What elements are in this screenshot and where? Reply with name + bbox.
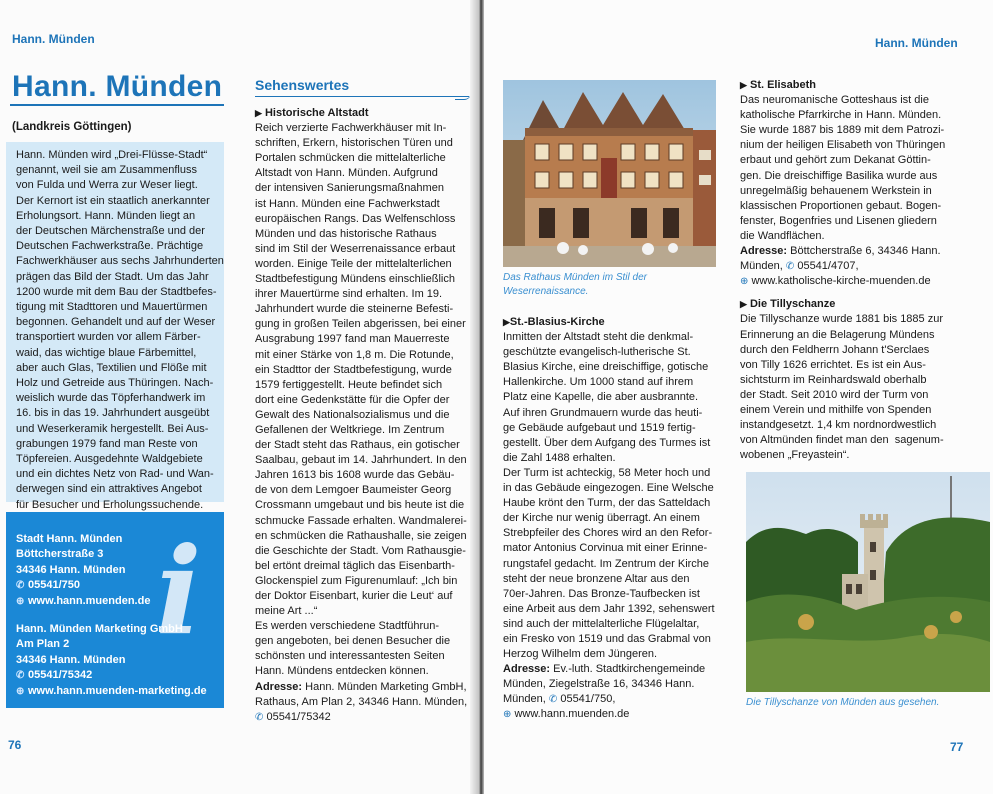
intro-line: waid, das wichtige blaue Färbemittel, [16, 346, 197, 359]
text-line: dort eine Gedenkstätte für die Opfer der [255, 393, 450, 406]
text-line: de von dem Lemgoer Baumeister Georg [255, 484, 452, 497]
info1-street: Böttcherstraße 3 [16, 548, 104, 561]
text-line: klassischen Proportionen gebaut. Bogen- [740, 199, 942, 212]
intro-line: derwegen sind ein attraktives Angebot [16, 483, 202, 496]
text-line: Jahrhundert wurde die steinerne Befesti- [255, 303, 454, 316]
intro-line: Fachwerkhäuser aus sechs Jahrhunderten [16, 255, 224, 268]
page-number-right: 77 [950, 740, 964, 754]
page-title: Hann. Münden [12, 70, 223, 103]
text-line: gen angeboten, bei denen Besucher die [255, 635, 451, 648]
intro-line: begonnen. Gehandelt und auf der Weser [16, 316, 216, 329]
altstadt-text [255, 121, 471, 679]
text-line: einem Verein und mithilfe von Spenden [740, 403, 932, 416]
globe-icon: ⊕ [16, 685, 25, 697]
text-line: der Stadt steht das Rathaus, ein gotischer [255, 439, 460, 452]
text-line: sind auch der mittelalterliche Flügelaltar, [503, 617, 700, 630]
phone-icon: ✆ [16, 580, 25, 592]
section-rule [255, 96, 469, 97]
text-line: Glockenspiel zum Figurenumlauf: „Ich bin [255, 574, 458, 587]
tillyschanze-photo [746, 472, 990, 692]
right-page [484, 0, 993, 794]
text-line: Saalbau, gebaut im 14. Jahrhundert. In den [255, 454, 467, 467]
text-line: ein Stadttor der Stadtbefestigung, wurde [255, 363, 452, 376]
text-line: Gewalt des Nationalsozialismus und die [255, 408, 450, 421]
text-line: Herzog Wilhelm dem Jüngeren. [503, 648, 658, 661]
intro-line: von Fulda und Werra zur Weser liegt. [16, 179, 198, 192]
text-line: meine Art ...“ [255, 605, 318, 618]
text-line: erbaut und gehört zum Dekanat Göttin- [740, 154, 931, 167]
elisabeth-web-link[interactable]: www.katholische-kirche-muenden.de [751, 275, 931, 288]
text-line: unregelmäßig behauenem Werkstein in [740, 184, 932, 197]
globe-icon: ⊕ [16, 595, 25, 607]
triangle-bullet-icon: ▶ [255, 108, 262, 118]
intro-line: für Besucher und Erholungssuchende. [16, 498, 204, 511]
phone-icon: ✆ [785, 261, 795, 273]
text-line: schönsten und interessantesten Seiten [255, 650, 445, 663]
section-heading: Sehenswertes [255, 77, 350, 93]
info2-phone: 05541/75342 [28, 669, 93, 682]
info2-name: Hann. Münden Marketing GmbH [16, 623, 183, 636]
text-line: Platz eine Kapelle, die aber ausbrannte. [503, 391, 699, 404]
text-line: ist Hann. Münden eine Fachwerkstadt [255, 197, 440, 210]
text-line: die Geschichte der Stadt. Vom Rathausgie- [255, 544, 466, 557]
elisabeth-address: Böttcherstraße 6, 34346 Hann. [787, 245, 941, 258]
text-line: die Wandflächen. [740, 229, 825, 242]
intro-line: Deutschen Fachwerkstraße. Prächtige [16, 240, 204, 253]
info1-web-link[interactable]: www.hann.muenden.de [28, 594, 151, 607]
intro-text [16, 148, 224, 513]
text-line: bel ertönt dreimal täglich das Eisenbarth- [255, 559, 455, 572]
elisabeth-address-label: Adresse: [740, 245, 788, 258]
intro-line: grabungen 1979 fand man Reste von [16, 437, 198, 450]
blasius-heading: St.-Blasius-Kirche [509, 316, 605, 328]
photo2-caption: Die Tillyschanze von Münden aus gesehen. [746, 697, 940, 708]
triangle-bullet-icon: ▶ [740, 80, 747, 90]
intro-line: 1200 wurde mit dem Bau der Stadtbefes- [16, 285, 217, 298]
running-head-left: Hann. Münden [12, 32, 95, 46]
intro-line: weislich wurde das Töpferhandwerk im [16, 392, 206, 405]
blasius-address-label: Adresse: [503, 663, 551, 676]
text-line: steht der neue bronzene Altar aus den [503, 572, 690, 585]
photo1-caption-line: Weserrenaissance. [503, 286, 589, 297]
info1-phone: 05541/750 [28, 579, 80, 592]
altstadt-heading: Historische Altstadt [264, 107, 369, 119]
text-line: der intensiven Sanierungsmaßnahmen [255, 182, 444, 195]
text-line: Portalen schmücken die mittelalterliche [255, 152, 446, 165]
blasius-address-2: Münden, Ziegelstraße 16, 34346 Hann. [503, 678, 695, 691]
text-line: mit einer Stärke von 1,8 m. Die Rotunde, [255, 348, 454, 361]
elisabeth-text [740, 93, 990, 244]
text-line: Jahren 1613 bis 1608 wurde das Gebäu- [255, 469, 455, 482]
text-line: rungstafel gedacht. Im Zentrum der Kirche [503, 557, 710, 570]
text-line: gestellt. Über dem Aufgang des Turmes ist [503, 436, 711, 449]
text-line: in das Gebäude eingezogen. Eine Welsche [503, 482, 714, 495]
photo1-caption-line: Das Rathaus Münden im Stil der [503, 272, 647, 283]
text-line: der Stadt. Seit 2010 wird der Turm von [740, 388, 929, 401]
blasius-address-1: Ev.-luth. Stadtkirchengemeinde [550, 663, 706, 676]
rathaus-photo [503, 80, 716, 267]
text-line: die Zahl 1488 erhalten. [503, 451, 616, 464]
text-line: Reich verzierte Fachwerkhäuser mit In- [255, 122, 447, 135]
text-line: worden. Einige Teile der mittelalterlichen [255, 257, 452, 270]
intro-line: Erholungsort. Hann. Münden liegt an [16, 209, 196, 222]
altstadt-address-2: Rathaus, Am Plan 2, 34346 Hann. Münden, [255, 695, 468, 708]
altstadt-address-1: Hann. Münden Marketing GmbH, [302, 680, 467, 693]
text-line: mator Antonius Corvinua mit einer Erinne- [503, 542, 708, 555]
text-line: Münden und das historische Rathaus [255, 227, 437, 240]
text-line: der Doktor Eisenbart, kurier die Leut‘ auf [255, 590, 453, 602]
text-line: ein Fresko von 1519 und das Grabmal von [503, 632, 711, 645]
triangle-bullet-icon: ▶ [740, 299, 747, 310]
text-line: von Altmünden findet man den sagenum- [740, 434, 944, 447]
elisabeth-phone: 05541/4707, [797, 260, 859, 273]
info-i-icon: i [156, 521, 202, 662]
text-line: Strebpfeiler des Chores wird an den Refor- [503, 527, 713, 540]
text-line: Sie wurde 1887 bis 1889 mit dem Patrozi- [740, 124, 945, 137]
text-line: instandgesetzt. 1,4 km nordnordwestlich [740, 419, 937, 432]
intro-line: und ein dichtes Netz von Rad- und Wan- [16, 468, 214, 481]
info1-name: Stadt Hann. Münden [16, 533, 123, 545]
blasius-text [503, 330, 729, 662]
intro-line: 16. bis in das 19. Jahrhundert ausgeübt [16, 407, 210, 420]
text-line: Gefallenen der Weltkriege. Im Zentrum [255, 423, 445, 436]
text-line: gen. Die dreischiffige Basilika wurde aus [740, 169, 938, 182]
phone-icon: ✆ [16, 670, 25, 682]
altstadt-phone: 05541/75342 [266, 710, 331, 723]
text-line: ihrer Mauertürme sind erhalten. Im 19. [255, 288, 443, 301]
intro-line: genannt, weil sie am Zusammenfluss [16, 164, 197, 177]
text-line: Erinnerung an die Belagerung Mündens [740, 328, 935, 341]
intro-box [6, 142, 224, 511]
text-line: Altstadt von Hann. Münden. Aufgrund [255, 167, 438, 180]
elisabeth-column [740, 78, 990, 463]
page-number-left: 76 [8, 738, 22, 752]
text-line: von Tilly 1626 errichtet. Es ist ein Aus- [740, 358, 926, 371]
intro-line: Töpfereien. Ausgedehnte Waldgebiete [16, 453, 203, 466]
text-line: Es werden verschiedene Stadtführun- [255, 620, 440, 633]
elisabeth-heading: St. Elisabeth [749, 79, 817, 91]
blasius-city-tail: Münden, [503, 693, 549, 706]
triangle-bullet-icon: ▶ [503, 317, 510, 327]
text-line: gung in großen Teilen abgerissen, bei einer [255, 318, 466, 331]
text-line: Crossmann umgebaut und bis heute ist die [255, 499, 465, 512]
text-line: Ausgrabung 1997 fand man Mauerreste [255, 333, 450, 346]
tilly-text [740, 312, 990, 463]
globe-icon: ⊕ [740, 276, 749, 288]
text-line: 1579 fertiggestellt. Heute befindet sich [255, 378, 443, 391]
globe-icon: ⊕ [503, 709, 512, 721]
text-line: Stadtbefestigung Mündens einschließlich [255, 273, 455, 286]
info1-city: 34346 Hann. Münden [16, 563, 126, 576]
info2-city: 34346 Hann. Münden [16, 653, 126, 666]
text-line: fenster, Bogenfries und Lisenen gliedern [740, 214, 937, 227]
text-line: ge Gebäude aufgebaut und 1519 fertig- [503, 421, 696, 434]
intro-line: Holz und Getreide aus Thüringen. Nach- [16, 377, 214, 390]
text-line: katholische Pfarrkirche in Hann. Münden. [740, 109, 942, 122]
tilly-heading: Die Tillyschanze [749, 298, 836, 311]
photo1-caption [503, 271, 647, 299]
running-head-right: Hann. Münden [875, 36, 958, 50]
title-rule [10, 104, 224, 106]
text-line: Blasius Kirche, eine dreischiffige, gotische [503, 361, 709, 374]
text-line: Hann. Mündens entdecken können. [255, 665, 429, 678]
intro-line: Hann. Münden wird „Drei-Flüsse-Stadt“ [16, 149, 208, 161]
intro-line: Der Kernort ist ein staatlich anerkannter [16, 194, 210, 207]
text-line: en schmücken die Rathaushalle, sie zeigen [255, 529, 467, 542]
altstadt-column [255, 106, 471, 725]
text-line: wobenen „Freyastein“. [740, 449, 850, 462]
text-line: sichtsturm im Reinhardswald oberhalb [740, 373, 927, 386]
text-line: Haube krönt den Turm, der das Satteldach [503, 497, 711, 510]
text-line: 70er-Jahren. Das Bronze-Taufbecken ist [503, 587, 700, 600]
left-page [0, 0, 478, 794]
intro-line: tigung mit Stadttoren und Mauertürmen [16, 301, 208, 314]
text-line: Hallenkirche. Um 1000 stand auf ihrem [503, 376, 694, 389]
intro-line: transportiert wurden vor allem Färber- [16, 331, 201, 344]
intro-line: prägen das Bild der Stadt. Um das Jahr [16, 270, 209, 283]
phone-icon: ✆ [255, 711, 264, 723]
intro-line: aber auch Glas, Textilien und Flöße mit [16, 361, 207, 374]
text-line: europäischen Rangs. Das Welfenschloss [255, 212, 456, 225]
phone-icon: ✆ [548, 694, 558, 706]
page-subtitle: (Landkreis Göttingen) [12, 121, 132, 133]
text-line: sind im Stil der Weserrenaissance erbaut [255, 242, 456, 255]
info-box [6, 512, 224, 708]
text-line: Inmitten der Altstadt steht die denkmal- [503, 331, 694, 344]
intro-line: der Deutschen Märchenstraße und der [16, 225, 205, 238]
text-line: Die Tillyschanze wurde 1881 bis 1885 zur [740, 313, 944, 326]
blasius-web-link[interactable]: www.hann.muenden.de [514, 708, 630, 721]
text-line: geschützte evangelisch-lutherische St. [503, 346, 691, 359]
altstadt-address-label: Adresse: [255, 680, 303, 693]
text-line: Das neuromanische Gotteshaus ist die [740, 94, 929, 107]
intro-line: und Weserkeramik hergestellt. Bei Aus- [16, 422, 209, 435]
text-line: durch den Feldherrn Johann t'Serclaes [740, 343, 930, 356]
text-line: schmucke Fassade erhalten. Wandmalerei- [255, 514, 467, 527]
text-line: der Kirche nur wenig überragt. An einem [503, 512, 700, 525]
blasius-column [503, 315, 729, 723]
elisabeth-city-tail: Münden, [740, 260, 786, 273]
text-line: Auf ihren Grundmauern wurde das heuti- [503, 406, 703, 419]
info2-street: Am Plan 2 [16, 638, 70, 651]
info2-web-link[interactable]: www.hann.muenden-marketing.de [28, 684, 207, 697]
blasius-phone: 05541/750, [560, 693, 616, 706]
text-line: nium der heiligen Elisabeth von Thüringen [740, 139, 946, 152]
text-line: Der Turm ist achteckig, 58 Meter hoch und [503, 466, 711, 479]
text-line: schriften, Erkern, historischen Türen und [255, 137, 453, 150]
text-line: eine Arbeit aus dem Jahr 1392, sehenswert [503, 602, 715, 615]
